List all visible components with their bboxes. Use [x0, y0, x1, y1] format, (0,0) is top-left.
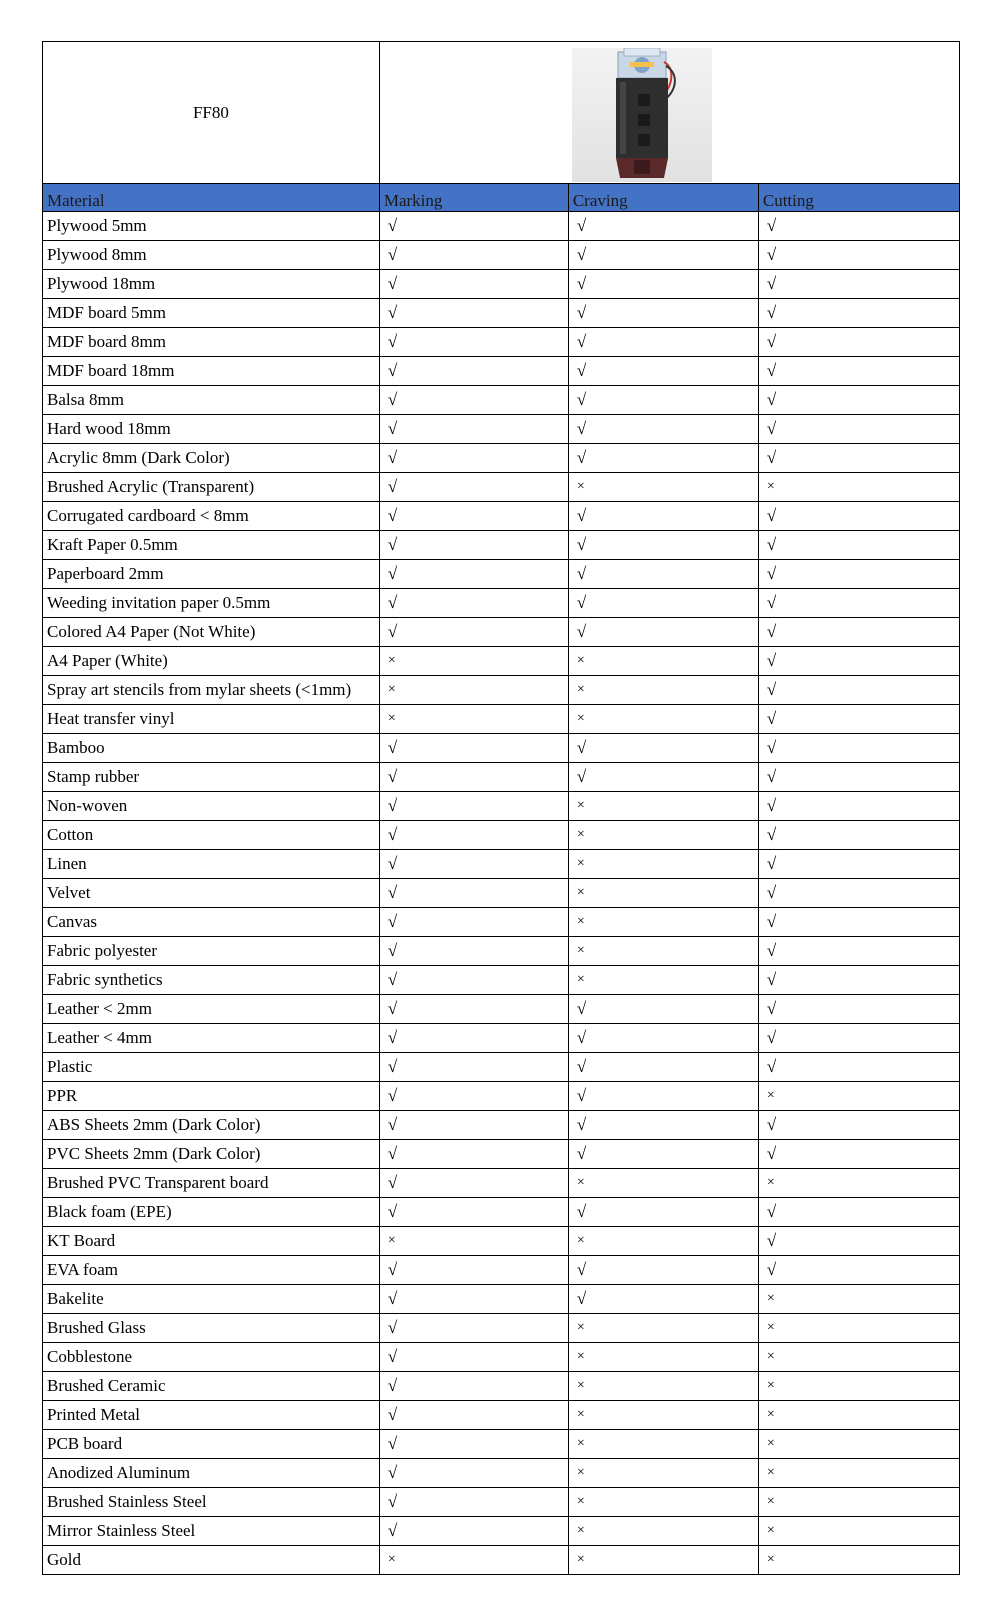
marking-cell: √ [379, 1111, 568, 1140]
marking-cell: √ [379, 1372, 568, 1401]
marking-cell: √ [379, 589, 568, 618]
material-cell: A4 Paper (White) [43, 647, 380, 676]
table-row [43, 212, 960, 241]
craving-cell: × [568, 966, 758, 995]
cutting-cell: √ [758, 705, 959, 734]
marking-cell: √ [379, 531, 568, 560]
cutting-cell: √ [758, 676, 959, 705]
material-cell: Stamp rubber [43, 763, 380, 792]
material-cell: Fabric polyester [43, 937, 380, 966]
cutting-cell: √ [758, 1024, 959, 1053]
craving-cell: √ [568, 531, 758, 560]
material-cell: Non-woven [43, 792, 380, 821]
cutting-cell: √ [758, 560, 959, 589]
marking-cell: √ [379, 1053, 568, 1082]
material-cell: Brushed Glass [43, 1314, 380, 1343]
material-cell: Spray art stencils from mylar sheets (<1mm) [43, 676, 380, 705]
material-cell: Black foam (EPE) [43, 1198, 380, 1227]
material-cell: Bakelite [43, 1285, 380, 1314]
marking-cell: √ [379, 1401, 568, 1430]
cutting-cell: √ [758, 1111, 959, 1140]
marking-cell: × [379, 1227, 568, 1256]
cutting-cell: × [758, 1459, 959, 1488]
marking-cell: √ [379, 1343, 568, 1372]
craving-cell: √ [568, 734, 758, 763]
marking-cell: √ [379, 473, 568, 502]
material-cell: Kraft Paper 0.5mm [43, 531, 380, 560]
marking-cell: √ [379, 270, 568, 299]
material-cell: Velvet [43, 879, 380, 908]
material-cell: KT Board [43, 1227, 380, 1256]
marking-cell: × [379, 705, 568, 734]
marking-cell: √ [379, 1082, 568, 1111]
model-name: FF80 [43, 42, 380, 184]
craving-cell: √ [568, 1285, 758, 1314]
material-cell: Balsa 8mm [43, 386, 380, 415]
material-cell: Anodized Aluminum [43, 1459, 380, 1488]
marking-cell: √ [379, 850, 568, 879]
marking-cell: √ [379, 1430, 568, 1459]
material-cell: ABS Sheets 2mm (Dark Color) [43, 1111, 380, 1140]
table-row [43, 937, 960, 966]
product-row [43, 42, 960, 184]
cutting-cell: √ [758, 647, 959, 676]
cutting-cell: √ [758, 821, 959, 850]
marking-cell: √ [379, 763, 568, 792]
cutting-cell: × [758, 1546, 959, 1575]
table-row [43, 618, 960, 647]
table-row [43, 357, 960, 386]
table-row [43, 1372, 960, 1401]
table-row [43, 1053, 960, 1082]
table-row [43, 850, 960, 879]
material-cell: PVC Sheets 2mm (Dark Color) [43, 1140, 380, 1169]
craving-cell: √ [568, 415, 758, 444]
table-row [43, 1546, 960, 1575]
table-row [43, 1343, 960, 1372]
laser-module-photo-icon [572, 48, 712, 182]
table-row [43, 705, 960, 734]
craving-cell: × [568, 676, 758, 705]
marking-cell: × [379, 1546, 568, 1575]
craving-cell: × [568, 1314, 758, 1343]
cutting-cell: √ [758, 386, 959, 415]
craving-cell: × [568, 821, 758, 850]
marking-cell: √ [379, 618, 568, 647]
table-row [43, 1488, 960, 1517]
table-row [43, 734, 960, 763]
cutting-cell: √ [758, 1256, 959, 1285]
material-cell: MDF board 8mm [43, 328, 380, 357]
material-cell: Paperboard 2mm [43, 560, 380, 589]
header-marking: Marking [379, 184, 568, 212]
marking-cell: √ [379, 937, 568, 966]
cutting-cell: √ [758, 589, 959, 618]
material-cell: PPR [43, 1082, 380, 1111]
table-row [43, 1024, 960, 1053]
table-row [43, 502, 960, 531]
marking-cell: √ [379, 1285, 568, 1314]
craving-cell: √ [568, 299, 758, 328]
table-row [43, 995, 960, 1024]
table-row [43, 1459, 960, 1488]
cutting-cell: √ [758, 357, 959, 386]
craving-cell: √ [568, 1082, 758, 1111]
cutting-cell: √ [758, 270, 959, 299]
table-row [43, 1256, 960, 1285]
table-row [43, 1082, 960, 1111]
cutting-cell: × [758, 1169, 959, 1198]
marking-cell: √ [379, 415, 568, 444]
table-row [43, 676, 960, 705]
table-row [43, 763, 960, 792]
cutting-cell: √ [758, 212, 959, 241]
table-row [43, 589, 960, 618]
cutting-cell: √ [758, 763, 959, 792]
table-row [43, 386, 960, 415]
marking-cell: √ [379, 1488, 568, 1517]
header-material: Material [43, 184, 380, 212]
table-row [43, 560, 960, 589]
craving-cell: × [568, 705, 758, 734]
marking-cell: √ [379, 792, 568, 821]
craving-cell: × [568, 1343, 758, 1372]
table-row [43, 270, 960, 299]
craving-cell: × [568, 1546, 758, 1575]
craving-cell: × [568, 937, 758, 966]
material-cell: Printed Metal [43, 1401, 380, 1430]
table-row [43, 1111, 960, 1140]
header-cutting: Cutting [758, 184, 959, 212]
table-row [43, 647, 960, 676]
table-row [43, 444, 960, 473]
marking-cell: √ [379, 502, 568, 531]
marking-cell: √ [379, 241, 568, 270]
cutting-cell: × [758, 1488, 959, 1517]
craving-cell: × [568, 879, 758, 908]
cutting-cell: √ [758, 734, 959, 763]
craving-cell: × [568, 1459, 758, 1488]
table-row [43, 241, 960, 270]
marking-cell: √ [379, 386, 568, 415]
table-row [43, 531, 960, 560]
cutting-cell: × [758, 1372, 959, 1401]
marking-cell: √ [379, 995, 568, 1024]
material-cell: Linen [43, 850, 380, 879]
marking-cell: √ [379, 1198, 568, 1227]
craving-cell: √ [568, 560, 758, 589]
craving-cell: √ [568, 357, 758, 386]
material-cell: Mirror Stainless Steel [43, 1517, 380, 1546]
table-row [43, 792, 960, 821]
craving-cell: √ [568, 1024, 758, 1053]
marking-cell: √ [379, 1314, 568, 1343]
craving-cell: × [568, 1488, 758, 1517]
craving-cell: √ [568, 1256, 758, 1285]
craving-cell: × [568, 647, 758, 676]
cutting-cell: √ [758, 879, 959, 908]
table-row [43, 415, 960, 444]
craving-cell: √ [568, 763, 758, 792]
cutting-cell: × [758, 1314, 959, 1343]
material-cell: Plywood 18mm [43, 270, 380, 299]
material-cell: Plastic [43, 1053, 380, 1082]
product-image-cell [379, 42, 959, 184]
marking-cell: √ [379, 1140, 568, 1169]
craving-cell: × [568, 473, 758, 502]
marking-cell: √ [379, 1024, 568, 1053]
craving-cell: √ [568, 1111, 758, 1140]
cutting-cell: √ [758, 966, 959, 995]
table-row [43, 821, 960, 850]
cutting-cell: √ [758, 1227, 959, 1256]
cutting-cell: √ [758, 415, 959, 444]
material-cell: Plywood 8mm [43, 241, 380, 270]
cutting-cell: × [758, 1285, 959, 1314]
craving-cell: √ [568, 328, 758, 357]
cutting-cell: √ [758, 995, 959, 1024]
material-cell: Corrugated cardboard < 8mm [43, 502, 380, 531]
marking-cell: √ [379, 299, 568, 328]
material-cell: Weeding invitation paper 0.5mm [43, 589, 380, 618]
material-cell: MDF board 5mm [43, 299, 380, 328]
cutting-cell: √ [758, 241, 959, 270]
table-row [43, 1227, 960, 1256]
craving-cell: × [568, 1401, 758, 1430]
craving-cell: √ [568, 1198, 758, 1227]
marking-cell: √ [379, 1169, 568, 1198]
marking-cell: √ [379, 560, 568, 589]
cutting-cell: √ [758, 937, 959, 966]
material-cell: Plywood 5mm [43, 212, 380, 241]
material-table [42, 41, 960, 1575]
cutting-cell: √ [758, 502, 959, 531]
cutting-cell: √ [758, 444, 959, 473]
material-cell: PCB board [43, 1430, 380, 1459]
table-row [43, 908, 960, 937]
cutting-cell: × [758, 1343, 959, 1372]
craving-cell: √ [568, 502, 758, 531]
material-cell: EVA foam [43, 1256, 380, 1285]
table-row [43, 1430, 960, 1459]
marking-cell: √ [379, 444, 568, 473]
cutting-cell: √ [758, 792, 959, 821]
header-craving: Craving [568, 184, 758, 212]
table-row [43, 1169, 960, 1198]
cutting-cell: × [758, 1517, 959, 1546]
craving-cell: √ [568, 1140, 758, 1169]
cutting-cell: √ [758, 1053, 959, 1082]
material-cell: Leather < 2mm [43, 995, 380, 1024]
craving-cell: × [568, 1517, 758, 1546]
table-row [43, 966, 960, 995]
cutting-cell: √ [758, 1140, 959, 1169]
table-row [43, 1314, 960, 1343]
material-cell: MDF board 18mm [43, 357, 380, 386]
table-row [43, 1401, 960, 1430]
material-cell: Brushed Stainless Steel [43, 1488, 380, 1517]
material-cell: Cotton [43, 821, 380, 850]
craving-cell: √ [568, 995, 758, 1024]
cutting-cell: × [758, 473, 959, 502]
craving-cell: × [568, 792, 758, 821]
cutting-cell: √ [758, 850, 959, 879]
material-cell: Acrylic 8mm (Dark Color) [43, 444, 380, 473]
table-row [43, 1517, 960, 1546]
material-cell: Heat transfer vinyl [43, 705, 380, 734]
material-cell: Hard wood 18mm [43, 415, 380, 444]
craving-cell: √ [568, 618, 758, 647]
craving-cell: √ [568, 212, 758, 241]
craving-cell: √ [568, 444, 758, 473]
craving-cell: √ [568, 241, 758, 270]
marking-cell: × [379, 676, 568, 705]
material-cell: Leather < 4mm [43, 1024, 380, 1053]
craving-cell: × [568, 1372, 758, 1401]
marking-cell: √ [379, 328, 568, 357]
marking-cell: √ [379, 821, 568, 850]
craving-cell: √ [568, 1053, 758, 1082]
cutting-cell: × [758, 1082, 959, 1111]
craving-cell: × [568, 1169, 758, 1198]
material-cell: Gold [43, 1546, 380, 1575]
cutting-cell: √ [758, 618, 959, 647]
marking-cell: √ [379, 357, 568, 386]
marking-cell: × [379, 647, 568, 676]
table-row [43, 299, 960, 328]
craving-cell: √ [568, 589, 758, 618]
material-cell: Canvas [43, 908, 380, 937]
cutting-cell: √ [758, 908, 959, 937]
material-cell: Brushed Ceramic [43, 1372, 380, 1401]
table-header-row [43, 184, 960, 212]
material-cell: Bamboo [43, 734, 380, 763]
cutting-cell: × [758, 1430, 959, 1459]
marking-cell: √ [379, 212, 568, 241]
table-row [43, 1140, 960, 1169]
marking-cell: √ [379, 1459, 568, 1488]
cutting-cell: √ [758, 1198, 959, 1227]
material-cell: Fabric synthetics [43, 966, 380, 995]
table-row [43, 473, 960, 502]
craving-cell: × [568, 1227, 758, 1256]
marking-cell: √ [379, 734, 568, 763]
material-cell: Colored A4 Paper (Not White) [43, 618, 380, 647]
material-compatibility-sheet [42, 41, 960, 1575]
cutting-cell: √ [758, 328, 959, 357]
material-cell: Brushed Acrylic (Transparent) [43, 473, 380, 502]
marking-cell: √ [379, 908, 568, 937]
cutting-cell: √ [758, 299, 959, 328]
table-row [43, 1198, 960, 1227]
craving-cell: × [568, 908, 758, 937]
cutting-cell: × [758, 1401, 959, 1430]
table-row [43, 328, 960, 357]
table-row [43, 1285, 960, 1314]
craving-cell: × [568, 850, 758, 879]
marking-cell: √ [379, 1517, 568, 1546]
material-cell: Cobblestone [43, 1343, 380, 1372]
table-row [43, 879, 960, 908]
marking-cell: √ [379, 879, 568, 908]
craving-cell: √ [568, 386, 758, 415]
cutting-cell: √ [758, 531, 959, 560]
marking-cell: √ [379, 966, 568, 995]
craving-cell: × [568, 1430, 758, 1459]
marking-cell: √ [379, 1256, 568, 1285]
material-cell: Brushed PVC Transparent board [43, 1169, 380, 1198]
craving-cell: √ [568, 270, 758, 299]
